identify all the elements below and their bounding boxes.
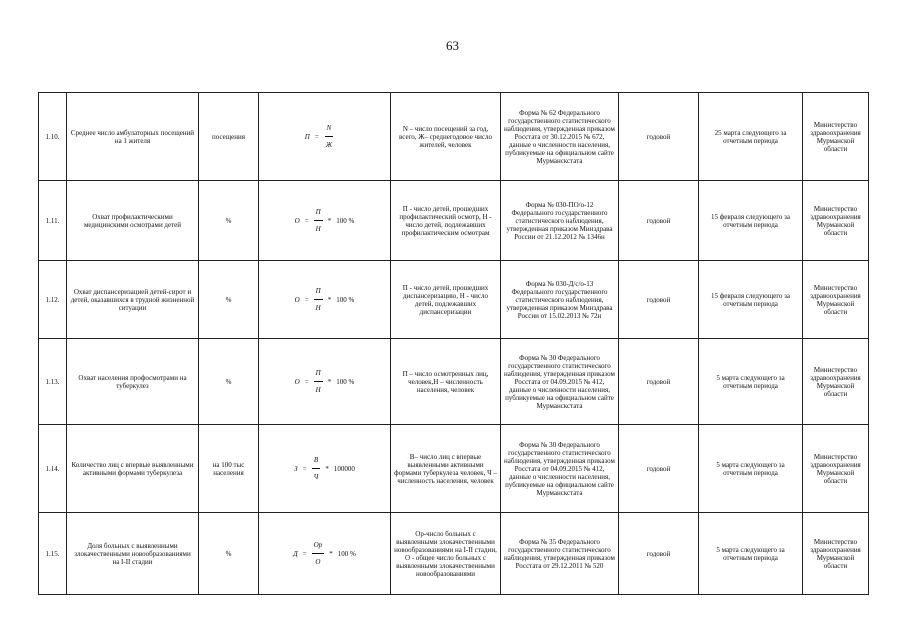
formula-denominator: О [315,558,321,566]
indicator-name: Среднее число амбулаторных посещений на 1 жителя [67,93,199,181]
row-number: 1.12. [39,261,67,339]
data-source: Форма № 62 Федерального государственного статистического наблюдения, утвержденная приказом Росстата от 30.12.2015 № 672, данные о численности населения, публикуемые на официальном сайте Мурманскстата [501,93,619,181]
formula-eq: = [314,132,319,141]
formula-eq: = [304,377,309,386]
data-source: Форма № 030-Д/с/о-13 Федерального государственного статистического наблюдения, утвержденная приказом Минздрава России от 15.02.2013 № 72н [501,261,619,339]
formula-legend: П - число детей, прошедших диспансеризацию, Н - число детей, подлежавших диспансеризации [391,261,501,339]
indicator-name: Количество лиц с впервые выявленными активными формами туберкулеза [67,425,199,513]
formula [259,181,391,261]
row-number: 1.14. [39,425,67,513]
formula-fraction [312,537,325,570]
formula-fraction [314,283,323,316]
formula-lhs: Д [293,549,298,558]
row-number: 1.10. [39,93,67,181]
periodicity: годовой [619,425,699,513]
periodicity: годовой [619,261,699,339]
indicator-name: Доля больных с выявленными злокачественными новообразованиями на I-II стадии [67,513,199,595]
deadline: 5 марта следующего за отчетным периода [699,425,803,513]
formula-lhs: З [294,464,298,473]
formula-numerator: N [325,120,334,137]
table-row [39,93,869,181]
deadline: 25 марта следующего за отчетным периода [699,93,803,181]
indicator-name: Охват профилактическими медицинскими осмотрами детей [67,181,199,261]
formula-multiply: * [325,464,329,473]
table-row [39,261,869,339]
periodicity: годовой [619,339,699,425]
formula-denominator: Н [315,304,321,312]
formula-multiply: * [327,377,332,386]
deadline: 15 февраля следующего за отчетным периода [699,261,803,339]
formula-fraction [314,204,323,237]
table-row [39,425,869,513]
responsible-body: Министерство здравоохранения Мурманской области [803,425,869,513]
formula-tail: 100 % [336,295,355,304]
deadline: 15 февраля следующего за отчетным периода [699,181,803,261]
row-number: 1.11. [39,181,67,261]
formula-denominator: Н [315,225,321,233]
periodicity: годовой [619,93,699,181]
periodicity: годовой [619,181,699,261]
deadline: 5 марта следующего за отчетным периода [699,339,803,425]
formula-legend: В– число лиц с впервые выявленными активными формами туберкулеза человек, Ч – численность населения, человек [391,425,501,513]
formula-multiply: * [327,216,332,225]
formula [259,425,391,513]
data-source: Форма № 030-ПО/о-12 Федерального государственного статистического наблюдения, утвержденная приказом Минздрава России от 21.12.2012 № 1346н [501,181,619,261]
formula-multiply: * [327,295,332,304]
formula-tail: 100 % [336,216,355,225]
responsible-body: Министерство здравоохранения Мурманской области [803,339,869,425]
formula [259,339,391,425]
indicators-table [38,92,869,595]
responsible-body: Министерство здравоохранения Мурманской области [803,513,869,595]
formula-tail: 100000 [333,464,355,473]
indicator-name: Охват населения профосмотрами на туберкулез [67,339,199,425]
formula-legend: П - число детей, прошедших профилактический осмотр, Н - число детей, подлежавших профилактическим осмотрам [391,181,501,261]
formula-legend: Ор-число больных с выявленными злокачественными новообразованиями на I-II стадии, О - общее число больных с выявленными злокачественными новообразованиями [391,513,501,595]
formula [259,93,391,181]
formula-fraction [324,120,334,153]
unit-of-measure: посещения [199,93,259,181]
formula-tail: 100 % [336,377,355,386]
formula [259,261,391,339]
formula-numerator: Ор [312,537,325,554]
data-source: Форма № 30 Федерального государственного статистического наблюдения, утвержденная приказом Росстата от 04.09.2015 № 412, данные о численности населения, публикуемые на официальном сайте Мурманскстата [501,425,619,513]
formula-fraction [312,452,321,485]
formula-lhs: П [304,132,310,141]
formula-eq: = [304,216,309,225]
formula-numerator: П [314,283,323,300]
formula-multiply: * [329,549,333,558]
table-row [39,513,869,595]
data-source: Форма № 35 Федерального государственного статистического наблюдения, утвержденная приказом Росстата от 29.12.2011 № 520 [501,513,619,595]
formula-lhs: О [294,377,300,386]
formula-denominator: Н [315,386,321,394]
responsible-body: Министерство здравоохранения Мурманской области [803,181,869,261]
formula-numerator: П [314,204,323,221]
unit-of-measure: на 100 тыс населения [199,425,259,513]
periodicity: годовой [619,513,699,595]
formula-lhs: О [294,216,300,225]
unit-of-measure: % [199,181,259,261]
formula-denominator: Ч [313,473,319,481]
row-number: 1.13. [39,339,67,425]
formula-legend: П – число осмотренных лиц, человек,Н – численность населения, человек [391,339,501,425]
indicator-name: Охват диспансеризацией детей-сирот и детей, оказавшихся в трудной жизненной ситуации [67,261,199,339]
responsible-body: Министерство здравоохранения Мурманской области [803,93,869,181]
formula-legend: N – число посещений за год, всего, Ж– среднегодовое число жителей, человек [391,93,501,181]
table-row [39,181,869,261]
data-source: Форма № 30 Федерального государственного статистического наблюдения, утвержденная приказом Росстата от 04.09.2015 № 412, данные о численности населения, публикуемые на официальном сайте Мурманскстата [501,339,619,425]
unit-of-measure: % [199,261,259,339]
formula-lhs: О [294,295,300,304]
deadline: 5 марта следующего за отчетным периода [699,513,803,595]
table-row [39,339,869,425]
formula-eq: = [302,549,307,558]
formula-numerator: В [312,452,320,469]
formula-tail: 100 % [337,549,356,558]
formula-eq: = [304,295,309,304]
unit-of-measure: % [199,339,259,425]
responsible-body: Министерство здравоохранения Мурманской области [803,261,869,339]
formula-fraction [314,365,323,398]
formula-eq: = [302,464,307,473]
row-number: 1.15. [39,513,67,595]
formula-numerator: П [314,365,323,382]
page-number: 63 [446,38,459,53]
formula [259,513,391,595]
formula-denominator: Ж [325,141,333,149]
unit-of-measure: % [199,513,259,595]
